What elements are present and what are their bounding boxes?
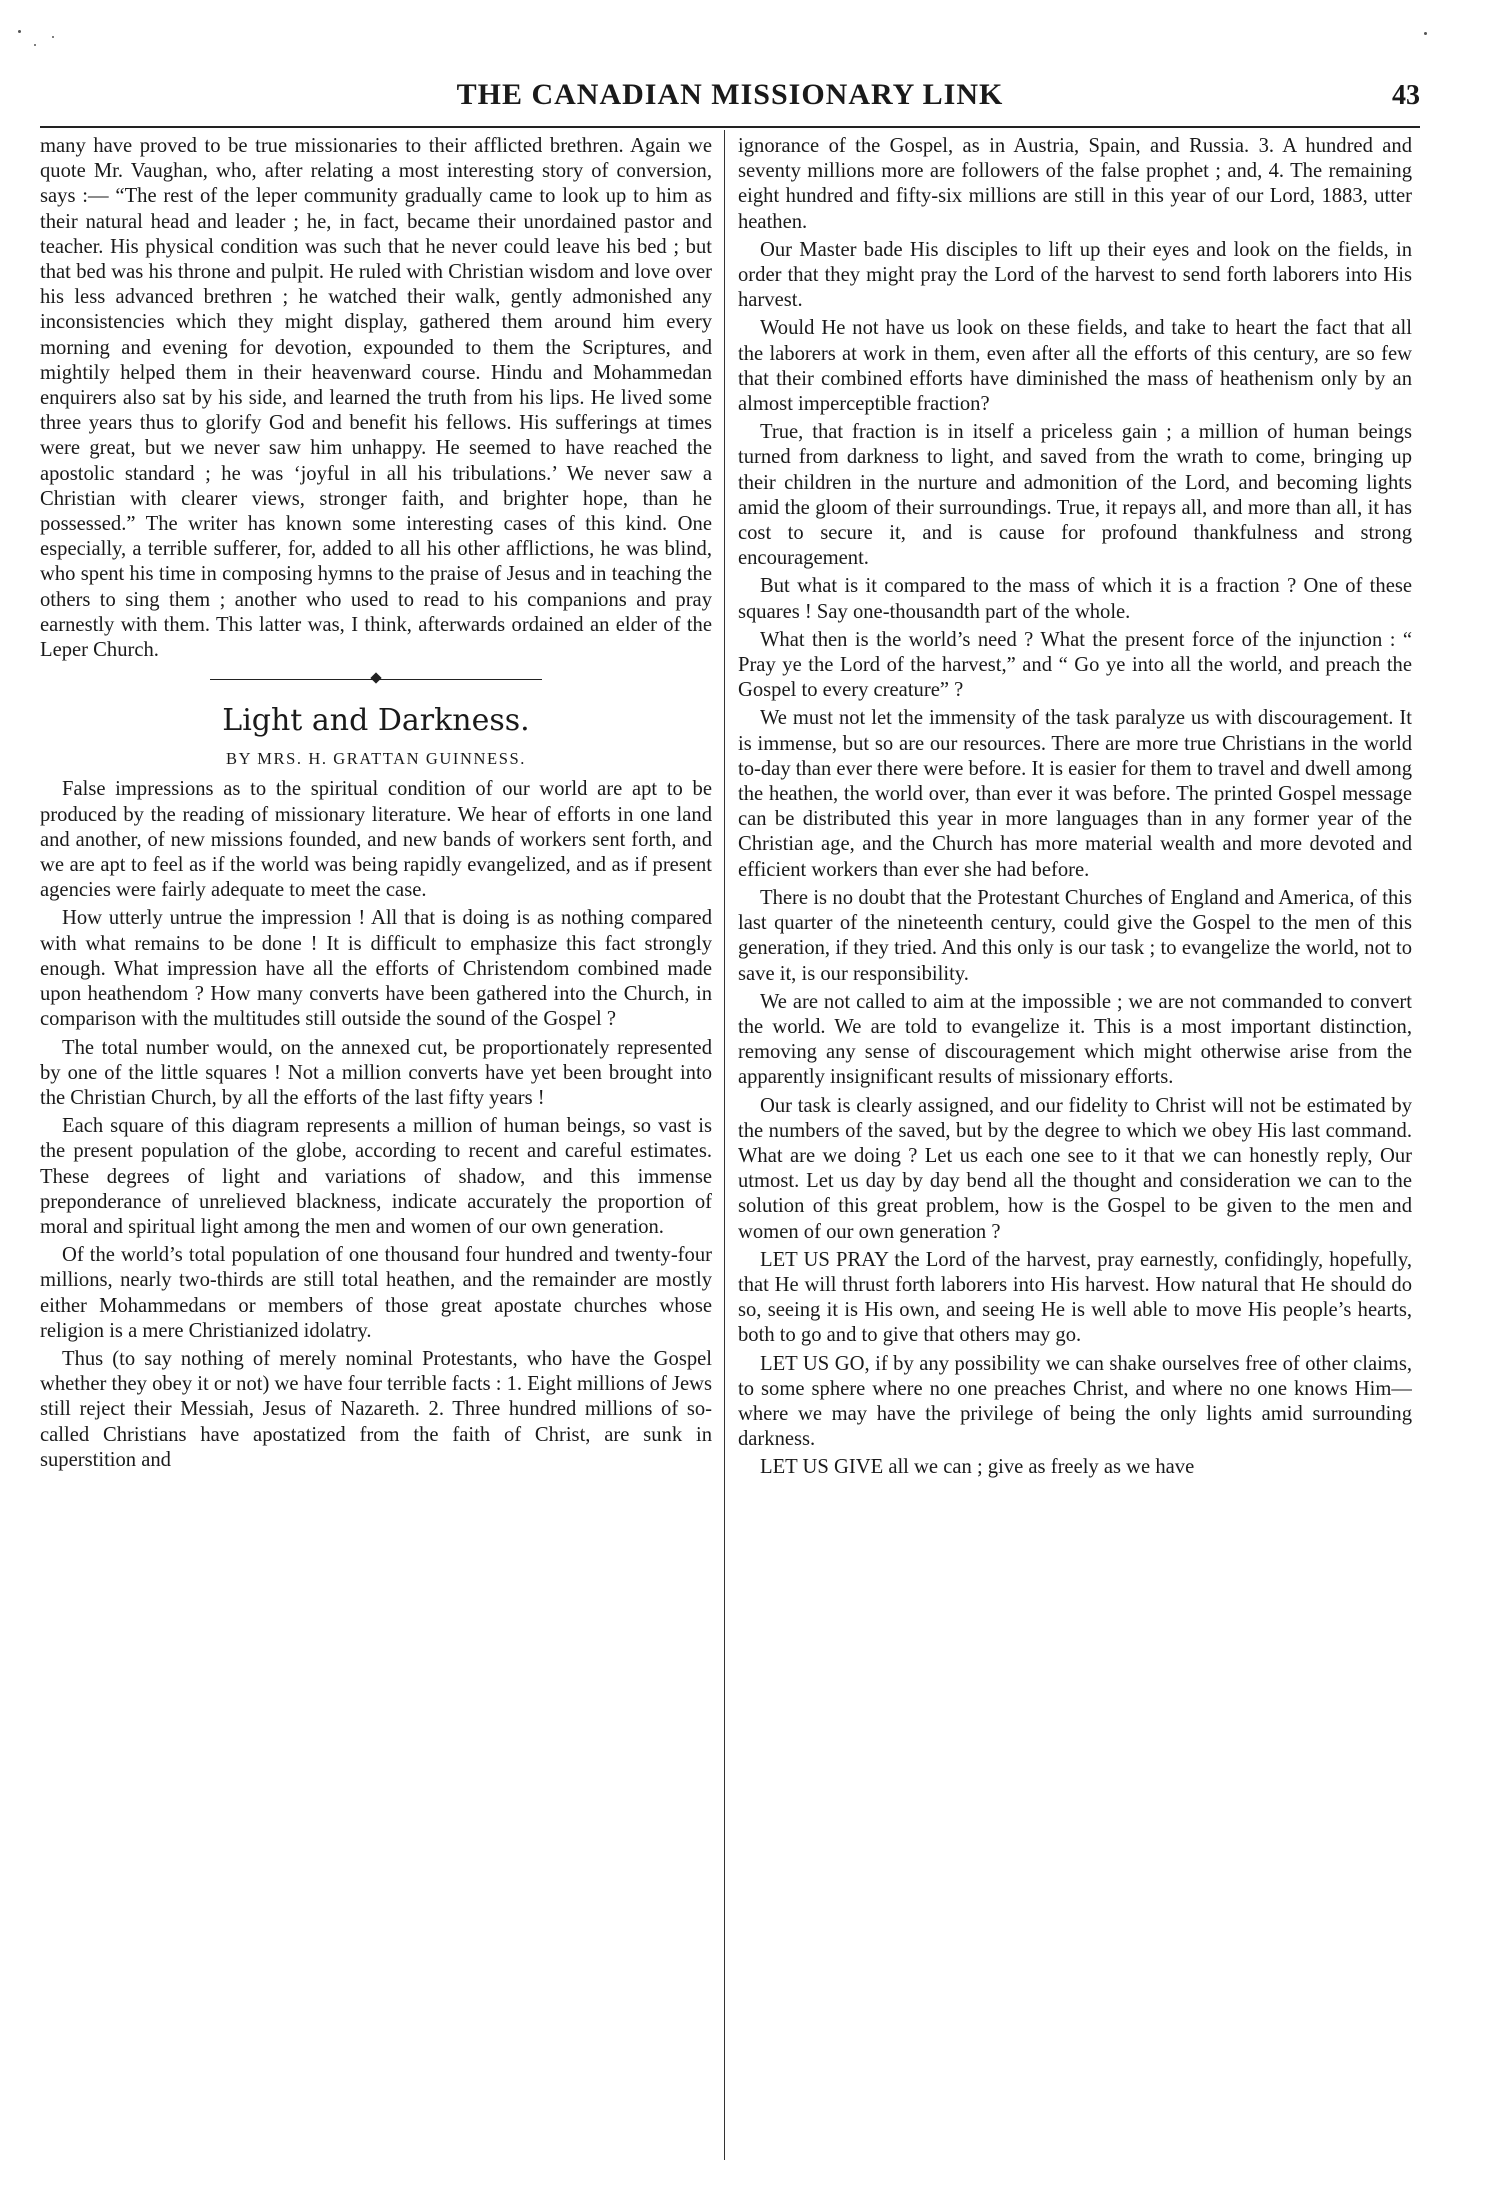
left-column: [40, 134, 712, 2164]
right-column: [738, 134, 1412, 2164]
print-speck: [1424, 32, 1427, 35]
body-paragraph: We must not let the immensity of the task paralyze us with discouragement. It is immense, but so are our resources. There are more true Christians in the world to-day than ever there were before. It is easier for them to travel and dwell among the heathen, the world over, than ever it was before. The printed Gospel message can be distributed this year in more languages than in any former year of the Christian age, and the Church has more material wealth and more devoted and efficient workers than ever she had before.: [738, 707, 1412, 881]
body-paragraph: What then is the world’s need ? What the present force of the injunction : “ Pray ye the Lord of the harvest,” and “ Go ye into all the world, and preach the Gospel to every creature” ?: [738, 628, 1412, 702]
page-header: [40, 78, 1420, 118]
body-paragraph: We are not called to aim at the impossible ; we are not commanded to convert the world. We are told to evangelize it. This is a most important distinction, removing any sense of discouragement which might otherwise arise from the apparently insignificant results of missionary efforts.: [738, 990, 1412, 1089]
body-paragraph: There is no doubt that the Protestant Churches of England and America, of this last quarter of the nineteenth century, could give the Gospel to the men of this generation, if they tried. And this only is our task ; to evangelize the world, not to save it, is our responsibility.: [738, 886, 1412, 985]
section-separator: [210, 679, 542, 694]
body-paragraph: False impressions as to the spiritual condition of our world are apt to be produced by the reading of missionary literature. We hear of efforts in one land and another, of new missions founded, and new bands of workers sent forth, and we are apt to feel as if the world was being rapidly evangelized, and as if present agencies were fairly adequate to meet the case.: [40, 778, 712, 902]
body-paragraph: But what is it compared to the mass of which it is a fraction ? One of these squares ! Say one-thousandth part of the whole.: [738, 575, 1412, 623]
body-paragraph: How utterly untrue the impression ! All that is doing is as nothing compared with what remains to be done ! It is difficult to emphasize this fact strongly enough. What impression have all the efforts of Christendom combined made upon heathendom ? How many converts have been gathered into the Church, in comparison with the multitudes still outside the sound of the Gospel ?: [40, 907, 712, 1031]
header-rule: [40, 126, 1420, 128]
body-paragraph: Would He not have us look on these fields, and take to heart the fact that all the laborers at work in them, even after all the efforts of this century, are so few that their combined efforts have diminished the mass of heathenism only by an almost imperceptible fraction?: [738, 317, 1412, 416]
body-paragraph: Thus (to say nothing of merely nominal Protestants, who have the Gospel whether they obey it or not) we have four terrible facts : 1. Eight millions of Jews still reject their Messiah, Jesus of Nazareth. 2. Three hundred millions of so-called Christians have apostatized from the faith of Christ, are sunk in superstition and: [40, 1347, 712, 1471]
column-divider: [724, 130, 725, 2160]
body-paragraph: Each square of this diagram represents a million of human beings, so vast is the present population of the globe, according to recent and careful estimates. These degrees of light and variations of shadow, and this immense preponderance of unrelieved blackness, indicate accurately the proportion of moral and spiritual light among the men and women of our own generation.: [40, 1115, 712, 1238]
body-paragraph: LET US GIVE all we can ; give as freely as we have: [760, 1456, 1195, 1479]
publication-title: THE CANADIAN MISSIONARY LINK: [456, 78, 1004, 111]
separator-ornament: [370, 673, 381, 684]
body-paragraph: many have proved to be true missionaries to their afflicted brethren. Again we quote Mr. Vaughan, who, after relating a most interesting story of conversion, says :— “The rest of the leper community gradually came to look up to him as their natural head and leader ; he, in fact, became their unordained pastor and teacher. His physical condition was such that he never could leave his bed ; but that bed was his throne and pulpit. He ruled with Christian wisdom and love over his less advanced brethren ; he watched their walk, gently admonished any inconsistencies which they might display, gathered them around him every morning and evening for devotion, expounded to them the Scriptures, and mightily helped them in their heavenward course. Hindu and Mohammedan enquirers also sat by his side, and learned the truth from his lips. He lived some three years thus to glorify God and benefit his fellows. His sufferings at times were great, but we never saw him unhappy. He seemed to have reached the apostolic standard ; he was ‘joyful in all his tribulations.’ We never saw a Christian with clearer views, stronger faith, and brighter hope, than he possessed.” The writer has known some interesting cases of this kind. One especially, a terrible sufferer, for, added to all his other afflictions, he was blind, who spent his time in composing hymns to the praise of Jesus and in teaching the others to sing them ; another who used to read to his companions and pray earnestly with them. This latter was, I think, afterwards ordained an elder of the Leper Church.: [40, 135, 712, 662]
print-speck: [34, 44, 36, 46]
body-paragraph: The total number would, on the annexed cut, be proportionately represented by one of the little squares ! Not a million converts have yet been brought into the Christian Church, by all the efforts of the last fifty years !: [40, 1036, 712, 1109]
body-paragraph: LET US GO, if by any possibility we can shake ourselves free of other claims, to some sphere where no one preaches Christ, and where no one knows Him—where we may have the privilege of being the only lights amid surrounding darkness.: [738, 1352, 1412, 1451]
body-paragraph: ignorance of the Gospel, as in Austria, Spain, and Russia. 3. A hundred and seventy millions more are followers of the false prophet ; and, 4. The remaining eight hundred and fifty-six millions are still in this year of our Lord, 1883, utter heathen.: [738, 135, 1412, 233]
body-paragraph: LET US PRAY the Lord of the harvest, pray earnestly, confidingly, hopefully, that He will thrust forth laborers into His harvest. How natural that He should do so, seeing it is His own, and seeing He is well able to move His people’s hearts, both to go and to give that others may go.: [738, 1248, 1412, 1347]
page-number: 43: [1392, 80, 1420, 111]
body-paragraph: Our Master bade His disciples to lift up their eyes and look on the fields, in order that they might pray the Lord of the harvest to send forth laborers into His harvest.: [738, 238, 1412, 312]
body-paragraph: Our task is clearly assigned, and our fidelity to Christ will not be estimated by the numbers of the saved, but by the degree to which we obey His last command. What are we doing ? Let us each one see to it that we can honestly reply, Our utmost. Let us day by day bend all the thought and consideration we can to the solution of this great problem, how is the Gospel to be given to the men and women of our own generation ?: [738, 1094, 1412, 1243]
body-paragraph: True, that fraction is in itself a priceless gain ; a million of human beings turned from darkness to light, and saved from the wrath to come, bringing up their children in the nurture and admonition of the Lord, and becoming lights amid the gloom of their surroundings. True, it repays all, and more than all, it has cost to secure it, and is cause for profound thankfulness and strong encouragement.: [738, 421, 1412, 570]
article-byline: BY MRS. H. GRATTAN GUINNESS.: [225, 749, 527, 769]
article-title: Light and Darkness.: [222, 703, 530, 739]
print-speck: [52, 36, 54, 38]
body-paragraph: Of the world’s total population of one thousand four hundred and twenty-four millions, nearly two-thirds are still total heathen, and the remainder are mostly either Mohammedans or members of those great apostate churches whose religion is a mere Christianized idolatry.: [40, 1244, 712, 1342]
print-speck: [18, 30, 21, 33]
